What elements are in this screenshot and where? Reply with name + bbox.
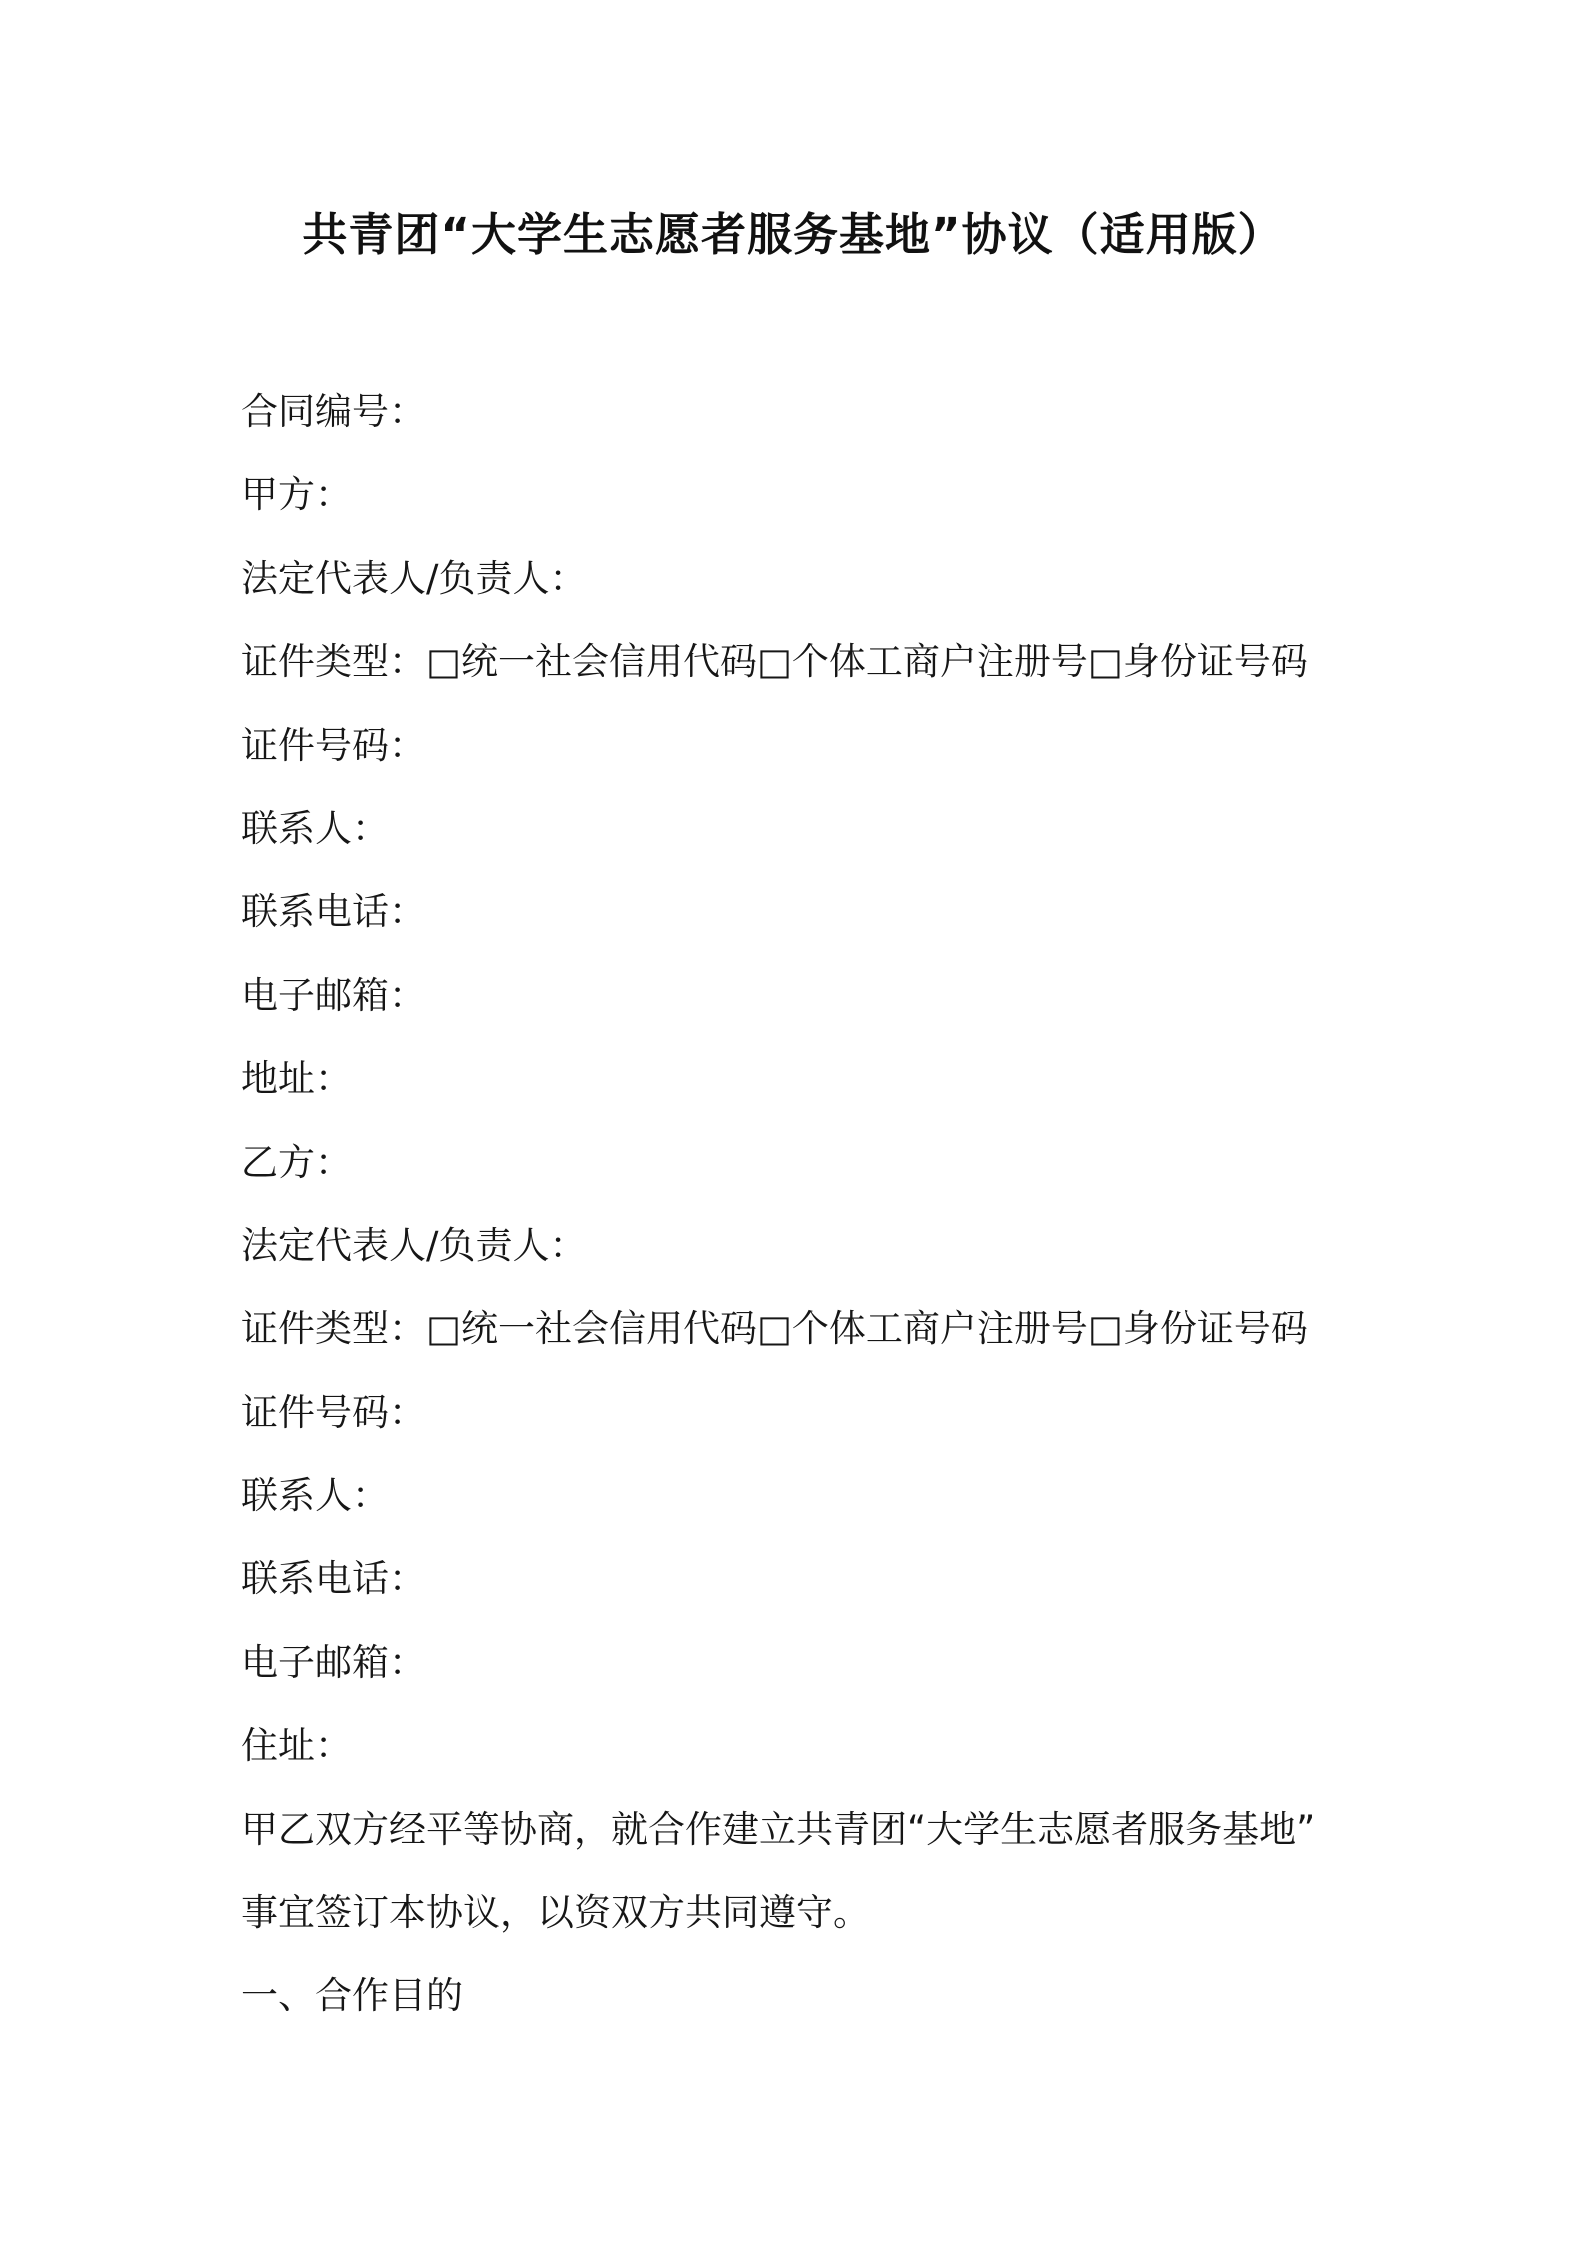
party-a-label: 甲方：: [241, 473, 352, 517]
document-title: 共青团“大学生志愿者服务基地”协议（适用版）: [302, 208, 1284, 261]
party-a-contact-person-label: 联系人：: [241, 806, 389, 850]
section-heading-cooperation-purpose: 一、合作目的: [241, 1974, 463, 2018]
party-b-phone-label: 联系电话：: [241, 1557, 426, 1601]
party-b-id-number-label: 证件号码：: [241, 1390, 426, 1434]
preamble-paragraph-line-1: 甲乙双方经平等协商，就合作建立共青团“大学生志愿者服务基地”: [241, 1807, 1316, 1851]
party-a-phone-label: 联系电话：: [241, 890, 426, 934]
party-a-id-number-label: 证件号码：: [241, 723, 426, 767]
party-b-residence-label: 住址：: [241, 1724, 352, 1768]
preamble-paragraph-line-2: 事宜签订本协议，以资双方共同遵守。: [241, 1891, 870, 1935]
party-b-id-type-line: 证件类型：□统一社会信用代码□个体工商户注册号□身份证号码: [241, 1307, 1308, 1351]
party-a-id-type-line: 证件类型：□统一社会信用代码□个体工商户注册号□身份证号码: [241, 640, 1308, 684]
document-body: [241, 370, 1381, 2038]
party-a-legal-representative-label: 法定代表人/负责人：: [241, 556, 587, 600]
contract-number-label: 合同编号：: [241, 390, 426, 433]
party-b-legal-representative-label: 法定代表人/负责人：: [241, 1223, 587, 1267]
party-a-email-label: 电子邮箱：: [241, 973, 426, 1017]
party-b-contact-person-label: 联系人：: [241, 1474, 389, 1518]
party-a-address-label: 地址：: [241, 1057, 352, 1101]
party-b-email-label: 电子邮箱：: [241, 1640, 426, 1684]
party-b-label: 乙方：: [241, 1140, 352, 1184]
